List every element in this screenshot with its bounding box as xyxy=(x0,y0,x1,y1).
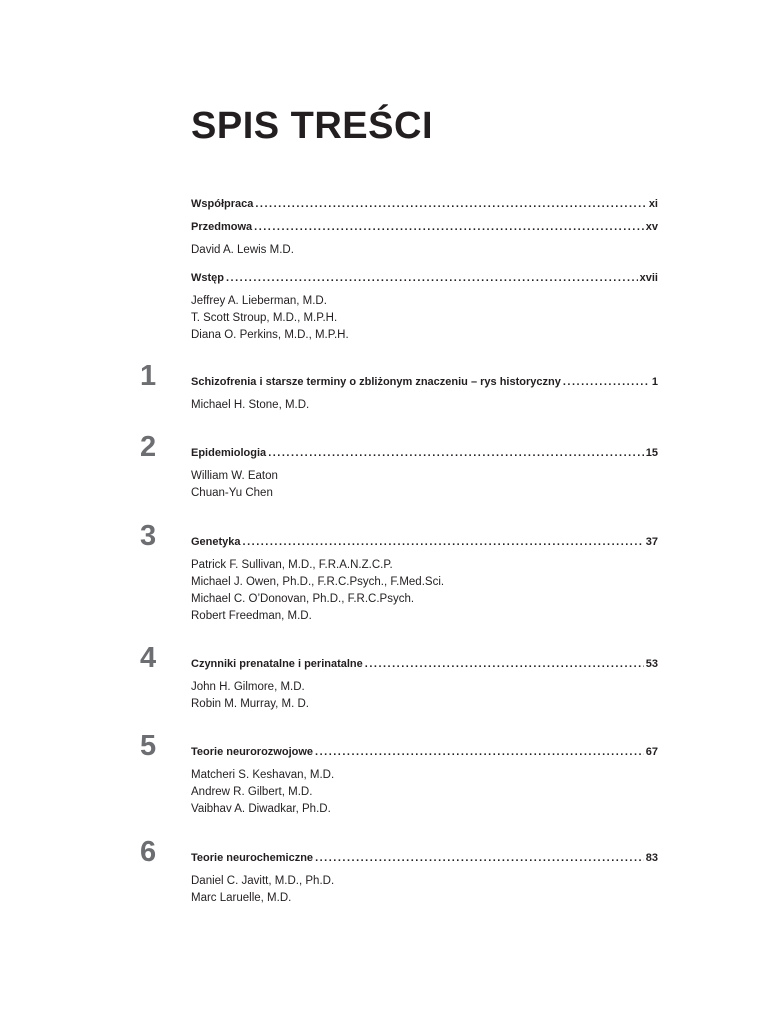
toc-page-number: 83 xyxy=(645,852,658,864)
author-name: Robin M. Murray, M. D. xyxy=(191,698,309,710)
toc-entry-chapter-3 xyxy=(140,520,658,625)
toc-line xyxy=(191,219,658,235)
toc-entry-chapter-6 xyxy=(140,836,658,907)
chapter-number: 4 xyxy=(140,642,157,674)
toc-entry-chapter-1 xyxy=(140,360,658,414)
toc-line xyxy=(191,534,658,550)
author-name: Andrew R. Gilbert, M.D. xyxy=(191,786,313,798)
toc-line xyxy=(191,196,658,212)
chapter-number: 6 xyxy=(140,836,157,868)
author-list xyxy=(191,397,658,414)
author-name: John H. Gilmore, M.D. xyxy=(191,681,305,693)
author-name: William W. Eaton xyxy=(191,470,278,482)
dot-leader xyxy=(255,196,646,212)
toc-line xyxy=(191,656,658,672)
toc-entry-przedmowa xyxy=(191,219,658,259)
toc-line xyxy=(191,270,658,286)
dot-leader xyxy=(243,534,644,550)
dot-leader xyxy=(268,445,644,461)
author-name: David A. Lewis M.D. xyxy=(191,244,294,256)
toc-entry-title: Czynniki prenatalne i perinatalne xyxy=(191,658,363,670)
author-list xyxy=(191,873,658,907)
toc-entry-title: Przedmowa xyxy=(191,221,253,233)
author-name: Matcheri S. Keshavan, M.D. xyxy=(191,769,335,781)
toc-page-number: xvii xyxy=(639,272,658,284)
author-name: Michael C. O’Donovan, Ph.D., F.R.C.Psych. xyxy=(191,593,415,605)
toc-line xyxy=(191,744,658,760)
toc-entry-title: Schizofrenia i starsze terminy o zbliżonym znaczeniu – rys historyczny xyxy=(191,376,561,388)
dot-leader xyxy=(254,219,644,235)
author-name: Vaibhav A. Diwadkar, Ph.D. xyxy=(191,803,331,815)
author-list xyxy=(191,767,658,818)
toc-entry-title: Genetyka xyxy=(191,536,241,548)
toc-page-number: xv xyxy=(645,221,658,233)
toc-entry-wstep xyxy=(191,270,658,344)
toc-page-number: 67 xyxy=(645,746,658,758)
author-list xyxy=(191,242,658,259)
toc-entry-title: Wstęp xyxy=(191,272,224,284)
chapter-number: 2 xyxy=(140,431,157,463)
author-name: Chuan-Yu Chen xyxy=(191,487,273,499)
author-name: Daniel C. Javitt, M.D., Ph.D. xyxy=(191,875,335,887)
dot-leader xyxy=(563,374,650,390)
chapter-number: 3 xyxy=(140,520,157,552)
toc-line xyxy=(191,850,658,866)
dot-leader xyxy=(226,270,638,286)
author-name: Diana O. Perkins, M.D., M.P.H. xyxy=(191,329,349,341)
toc-entry-title: Epidemiologia xyxy=(191,447,267,459)
toc-page-number: 53 xyxy=(645,658,658,670)
dot-leader xyxy=(315,850,644,866)
author-name: Patrick F. Sullivan, M.D., F.R.A.N.Z.C.P. xyxy=(191,559,393,571)
toc-page-number: 37 xyxy=(645,536,658,548)
toc-entry-title: Teorie neurorozwojowe xyxy=(191,746,314,758)
author-list xyxy=(191,557,658,625)
page-title: SPIS TREŚCI xyxy=(191,105,433,147)
author-list xyxy=(191,468,658,502)
author-name: T. Scott Stroup, M.D., M.P.H. xyxy=(191,312,338,324)
toc-line xyxy=(191,445,658,461)
author-list xyxy=(191,293,658,344)
author-name: Michael J. Owen, Ph.D., F.R.C.Psych., F.Med.Sci. xyxy=(191,576,445,588)
chapter-number: 5 xyxy=(140,730,157,762)
toc-entry-title: Współpraca xyxy=(191,198,254,210)
toc-line xyxy=(191,374,658,390)
author-list xyxy=(191,679,658,713)
author-name: Robert Freedman, M.D. xyxy=(191,610,312,622)
toc-entry-chapter-5 xyxy=(140,730,658,818)
chapter-number: 1 xyxy=(140,360,157,392)
toc-page-number: xi xyxy=(648,198,658,210)
toc-page-number: 1 xyxy=(651,376,658,388)
toc-entry-chapter-4 xyxy=(140,642,658,713)
toc-entry-title: Teorie neurochemiczne xyxy=(191,852,314,864)
author-name: Marc Laruelle, M.D. xyxy=(191,892,292,904)
author-name: Michael H. Stone, M.D. xyxy=(191,399,310,411)
toc-entry-wspolpraca xyxy=(191,196,658,212)
toc-page-number: 15 xyxy=(645,447,658,459)
dot-leader xyxy=(365,656,644,672)
author-name: Jeffrey A. Lieberman, M.D. xyxy=(191,295,327,307)
toc-entry-chapter-2 xyxy=(140,431,658,502)
dot-leader xyxy=(315,744,644,760)
